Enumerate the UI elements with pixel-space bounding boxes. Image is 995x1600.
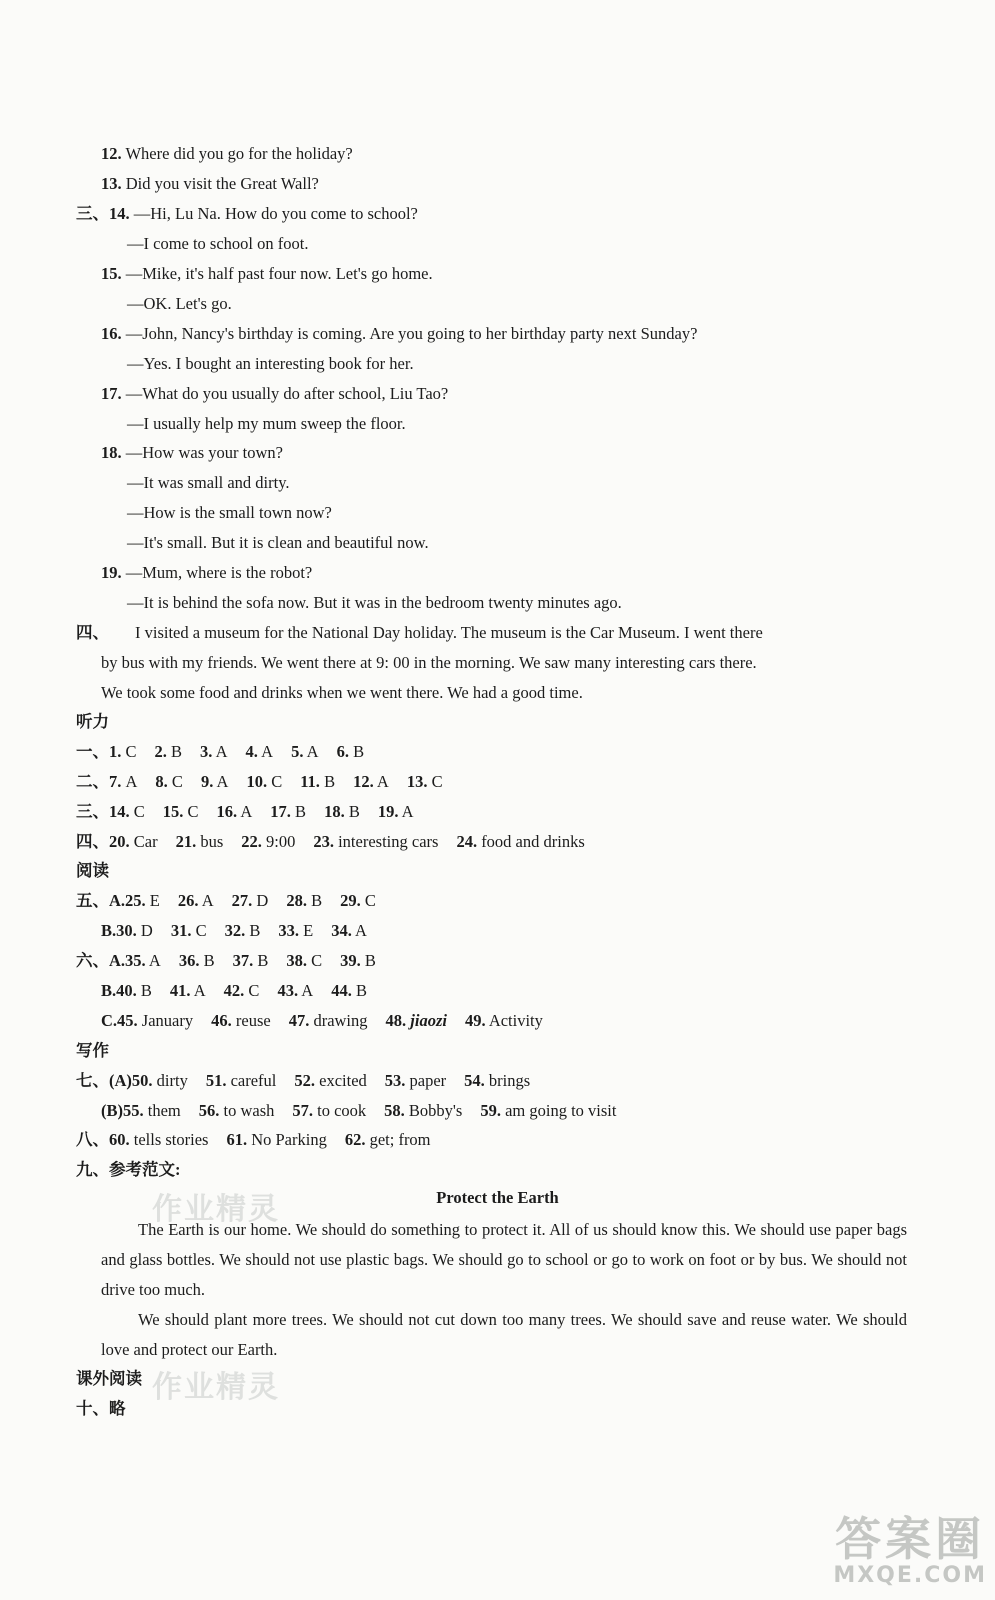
script-text: Where did you go for the holiday? — [125, 144, 353, 163]
answer-value: A — [355, 921, 367, 940]
answer-value: excited — [319, 1071, 367, 1090]
answer-number: 37. — [232, 951, 254, 970]
answer-value: bus — [200, 832, 224, 851]
answer-value: A — [148, 951, 161, 970]
answer-number: 32. — [224, 921, 246, 940]
answer-number: 10. — [246, 772, 268, 791]
answer-value: D — [256, 891, 269, 910]
answer-number: 18. — [324, 802, 345, 821]
answer-value: C — [311, 951, 323, 970]
answer-line — [76, 891, 376, 911]
answer-value: B — [295, 802, 307, 821]
script-line — [101, 384, 448, 404]
answer-value: drawing — [313, 1011, 368, 1030]
answer-line — [76, 861, 109, 881]
answer-number: 5. — [291, 742, 304, 761]
script-line — [127, 354, 414, 374]
answer-line — [76, 951, 376, 971]
script-line — [76, 204, 418, 224]
answer-number: 62. — [344, 1130, 366, 1149]
answer-line — [76, 832, 585, 852]
answer-number: 39. — [340, 951, 361, 970]
answer-number: 58. — [384, 1101, 405, 1120]
script-text: —What do you usually do after school, Liu Tao? — [125, 384, 449, 403]
answer-number: 33. — [278, 921, 299, 940]
script-text: —Hi, Lu Na. How do you come to school? — [133, 204, 418, 223]
answer-line — [76, 742, 364, 762]
answer-number: 36. — [178, 951, 200, 970]
answer-number: 46. — [211, 1011, 232, 1030]
answer-value: paper — [409, 1071, 447, 1090]
answer-value: A — [301, 981, 314, 1000]
answer-number: 49. — [464, 1011, 486, 1030]
answer-number: 3. — [200, 742, 213, 761]
answer-value: B — [364, 951, 376, 970]
answer-value: A — [125, 772, 138, 791]
question-number: 19. — [101, 563, 122, 582]
answer-value: B — [355, 981, 367, 1000]
answer-value: to cook — [317, 1101, 367, 1120]
answer-value: careful — [230, 1071, 277, 1090]
answer-value: reuse — [235, 1011, 271, 1030]
answer-number: 11. — [300, 772, 320, 791]
answer-line — [101, 1101, 616, 1121]
answer-number: 44. — [331, 981, 352, 1000]
answer-number: 24. — [456, 832, 478, 851]
answer-value: food and drinks — [481, 832, 585, 851]
answer-number: 13. — [406, 772, 428, 791]
answer-number: 8. — [155, 772, 168, 791]
answer-line — [76, 1041, 109, 1061]
answer-number: 一、1. — [76, 742, 122, 761]
answer-number: B.40. — [101, 981, 137, 1000]
answer-value: jiaozi — [410, 1011, 447, 1030]
answer-value: C — [187, 802, 199, 821]
answer-value: D — [140, 921, 153, 940]
answer-number: 21. — [175, 832, 197, 851]
answer-number: 12. — [353, 772, 374, 791]
answer-value: C — [195, 921, 207, 940]
answer-value: get; from — [369, 1130, 431, 1149]
answer-number: 22. — [241, 832, 262, 851]
script-line — [101, 174, 319, 194]
script-line — [101, 443, 283, 463]
answer-number: 23. — [313, 832, 334, 851]
answer-line — [101, 1011, 543, 1031]
script-text: —OK. Let's go. — [127, 294, 232, 313]
answer-value: C — [431, 772, 443, 791]
answer-number: B.30. — [101, 921, 137, 940]
section4-line-2: by bus with my friends. We went there at 9: 00 in the morning. We saw many interesting cars there. — [101, 653, 757, 672]
answer-value: to wash — [223, 1101, 275, 1120]
watermark-2: 作业精灵 — [152, 1370, 280, 1405]
script-text: —It is behind the sofa now. But it was in the bedroom twenty minutes ago. — [127, 593, 622, 612]
answer-value: C — [248, 981, 260, 1000]
question-number: 16. — [101, 324, 122, 343]
answer-value: C — [271, 772, 283, 791]
answer-number: 51. — [205, 1071, 227, 1090]
answer-number: 写作 — [76, 1041, 109, 1060]
answer-number: 42. — [223, 981, 245, 1000]
answer-number: 9. — [200, 772, 214, 791]
question-number: 12. — [101, 144, 122, 163]
answer-value: A — [216, 772, 229, 791]
answer-value: C — [171, 772, 183, 791]
answer-value: 9:00 — [266, 832, 296, 851]
answer-value: interesting cars — [338, 832, 439, 851]
answer-line — [101, 981, 367, 1001]
script-line — [101, 264, 433, 284]
answer-value: C — [125, 742, 137, 761]
answer-number: C.45. — [101, 1011, 138, 1030]
script-line — [127, 473, 290, 493]
answer-value: A — [261, 742, 274, 761]
script-text: —Yes. I bought an interesting book for her. — [127, 354, 414, 373]
answer-number: 53. — [384, 1071, 406, 1090]
answer-value: B — [353, 742, 365, 761]
script-line — [101, 563, 312, 583]
extra-reading-heading: 课外阅读 — [76, 1369, 142, 1388]
answer-number: 三、14. — [76, 802, 130, 821]
answer-number: 43. — [277, 981, 299, 1000]
script-line — [127, 503, 332, 523]
answer-value: B — [140, 981, 152, 1000]
answer-number: 28. — [286, 891, 307, 910]
answer-line — [76, 1160, 181, 1180]
answer-number: 阅读 — [76, 861, 109, 880]
answer-number: 34. — [331, 921, 352, 940]
question-number: 15. — [101, 264, 122, 283]
script-text: —It was small and dirty. — [127, 473, 290, 492]
answer-number: 17. — [270, 802, 291, 821]
answer-value: B — [311, 891, 323, 910]
answer-value: B — [257, 951, 269, 970]
extra-reading-item: 十、略 — [76, 1399, 126, 1418]
answer-number: 八、60. — [76, 1130, 130, 1149]
essay-paragraph-2: We should plant more trees. We should not cut down too many trees. We should save and reuse water. We should love and protect our Earth. — [101, 1310, 907, 1359]
question-number: 17. — [101, 384, 122, 403]
answer-number: 52. — [294, 1071, 315, 1090]
answer-number: 2. — [154, 742, 167, 761]
script-text: —I come to school on foot. — [127, 234, 309, 253]
answer-line — [76, 1130, 431, 1150]
script-text: —I usually help my mum sweep the floor. — [127, 414, 406, 433]
answer-value: January — [141, 1011, 194, 1030]
answer-number: 57. — [292, 1101, 313, 1120]
answer-number: 16. — [216, 802, 238, 821]
answer-number: 61. — [226, 1130, 248, 1149]
answer-line — [76, 1071, 530, 1091]
answer-value: Activity — [488, 1011, 543, 1030]
answer-number: 15. — [162, 802, 184, 821]
answer-value: A — [215, 742, 228, 761]
answer-number: 九、参考范文: — [76, 1160, 181, 1179]
site-watermark-en: MXQE.COM — [833, 1563, 987, 1588]
answer-value: tells stories — [133, 1130, 209, 1149]
answer-number: 七、(A)50. — [76, 1071, 153, 1090]
answer-value: dirty — [156, 1071, 188, 1090]
answer-number: 四、20. — [76, 832, 130, 851]
answer-number: 27. — [231, 891, 253, 910]
question-number: 13. — [101, 174, 122, 193]
answer-value: C — [364, 891, 376, 910]
answer-value: C — [133, 802, 145, 821]
answer-value: A — [240, 802, 253, 821]
script-text: Did you visit the Great Wall? — [125, 174, 319, 193]
answer-number: 五、A.25. — [76, 891, 146, 910]
watermark-1: 作业精灵 — [152, 1192, 280, 1227]
answer-value: A — [401, 802, 414, 821]
site-watermark — [833, 1503, 987, 1588]
answer-value: E — [303, 921, 314, 940]
answer-number: 29. — [340, 891, 361, 910]
answer-value: B — [324, 772, 336, 791]
essay-paragraph-1: The Earth is our home. We should do something to protect it. All of us should know this. We should use paper bags and glass bottles. We should not use plastic bags. We should go to school or go to work on foot or by bus. We should not drive too much. — [101, 1220, 907, 1299]
script-line — [127, 234, 308, 254]
answer-value: E — [149, 891, 160, 910]
answer-value: B — [171, 742, 183, 761]
answer-number: 六、A.35. — [76, 951, 146, 970]
answer-value: No Parking — [251, 1130, 327, 1149]
answer-number: 38. — [286, 951, 307, 970]
answer-number: 听力 — [76, 712, 109, 731]
answer-number: 二、7. — [76, 772, 122, 791]
answer-value: A — [193, 981, 206, 1000]
answer-number: 26. — [177, 891, 199, 910]
answer-value: A — [306, 742, 319, 761]
script-text: —Mum, where is the robot? — [125, 563, 313, 582]
answer-value: brings — [488, 1071, 531, 1090]
answer-value: B — [348, 802, 360, 821]
script-text: —It's small. But it is clean and beautiful now. — [127, 533, 429, 552]
answer-number: 59. — [480, 1101, 501, 1120]
answer-value: them — [147, 1101, 181, 1120]
answer-value: Car — [133, 832, 158, 851]
answer-value: A — [201, 891, 214, 910]
essay-title: Protect the Earth — [436, 1188, 559, 1207]
answer-number: 54. — [464, 1071, 485, 1090]
answer-number: 48. — [385, 1011, 407, 1030]
script-text: —Mike, it's half past four now. Let's go home. — [125, 264, 433, 283]
answer-number: 4. — [245, 742, 258, 761]
answer-number: (B)55. — [101, 1101, 144, 1120]
answer-number: 31. — [170, 921, 192, 940]
answer-value: B — [249, 921, 261, 940]
answer-number: 56. — [198, 1101, 220, 1120]
answer-value: am going to visit — [505, 1101, 617, 1120]
answer-number: 19. — [377, 802, 399, 821]
answer-line — [76, 712, 109, 732]
answer-line — [101, 921, 367, 941]
question-number: 三、14. — [76, 204, 130, 223]
answer-value: B — [203, 951, 215, 970]
answer-number: 41. — [169, 981, 191, 1000]
site-watermark-cn: 答案圈 — [835, 1512, 986, 1566]
script-line — [127, 414, 406, 434]
question-number: 18. — [101, 443, 122, 462]
answer-number: 6. — [336, 742, 349, 761]
script-line — [101, 324, 697, 344]
script-line — [101, 144, 353, 164]
script-text: —How is the small town now? — [127, 503, 332, 522]
answer-value: Bobby's — [408, 1101, 463, 1120]
script-line — [127, 294, 232, 314]
script-line — [127, 593, 622, 613]
script-line — [127, 533, 429, 553]
script-text: —How was your town? — [125, 443, 283, 462]
script-text: —John, Nancy's birthday is coming. Are you going to her birthday party next Sunday? — [125, 324, 698, 343]
section4-line-1: I visited a museum for the National Day holiday. The museum is the Car Museum. I went there — [135, 623, 763, 642]
section4-line-3: We took some food and drinks when we went there. We had a good time. — [101, 683, 583, 702]
answer-value: A — [376, 772, 389, 791]
answer-line — [76, 802, 414, 822]
answer-line — [76, 772, 443, 792]
answer-number: 47. — [288, 1011, 310, 1030]
section4-label: 四、 — [76, 623, 109, 642]
